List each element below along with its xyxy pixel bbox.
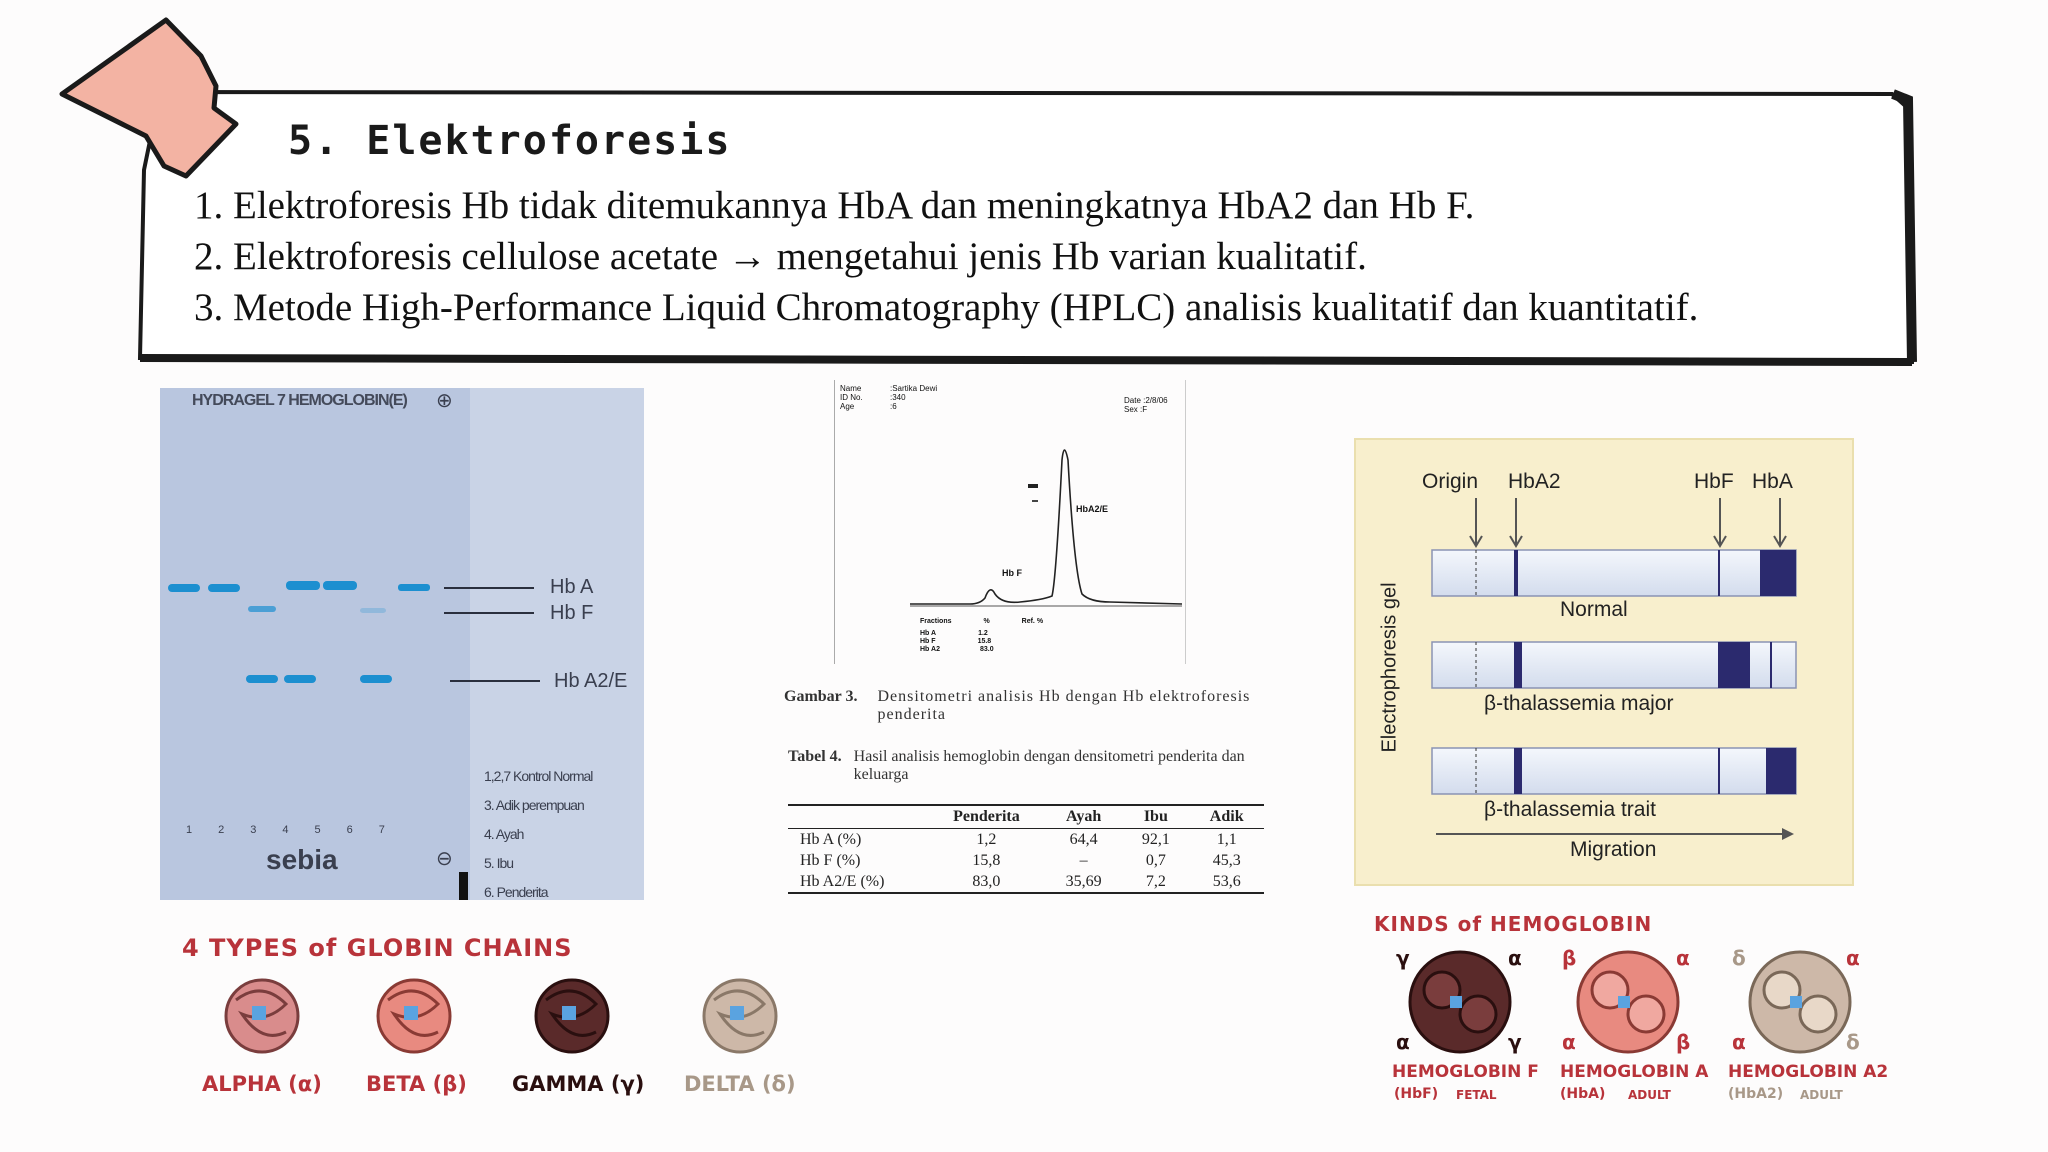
hba-chain-label: β — [1676, 1030, 1691, 1054]
label-hbf: HbF — [1694, 470, 1734, 493]
info-value: :6 — [890, 402, 897, 411]
delta-chain-icon — [704, 980, 776, 1052]
info-date: Date :2/8/06 — [1124, 396, 1168, 405]
globin-chain-illustrations — [0, 960, 860, 1080]
fraction-col: Ref. % — [1021, 618, 1044, 625]
table-row — [788, 871, 1264, 893]
hemoglobin-a-icon — [1578, 952, 1678, 1052]
hemoglobin-table — [788, 804, 1264, 894]
figure-caption — [784, 688, 1264, 724]
table-caption-text: Hasil analisis hemoglobin dengan densitometri penderita dan keluarga — [853, 748, 1245, 783]
hemoglobin-a2-icon — [1750, 952, 1850, 1052]
cell: – — [1079, 852, 1088, 869]
globin-title: 4 TYPES of GLOBIN CHAINS — [182, 934, 573, 962]
hbf-chain-label: γ — [1396, 946, 1410, 970]
fraction-name: Hb A2 — [920, 646, 940, 653]
chain-label-beta: BETA (β) — [366, 1072, 467, 1096]
cell: 35,69 — [1065, 873, 1102, 890]
alpha-chain-icon — [226, 980, 298, 1052]
lane-number: 1 — [186, 824, 193, 836]
fraction-header — [920, 618, 1043, 625]
figure-caption-text: Densitometri analisis Hb dengan Hb elektroforesis penderita — [877, 688, 1251, 723]
x-axis-label: Migration — [1570, 838, 1657, 861]
cell: Hb F (%) — [800, 852, 861, 869]
fraction-rows — [920, 630, 994, 654]
gel-electrophoresis-photo — [160, 388, 644, 900]
hemoglobin-a-note: ADULT — [1628, 1088, 1671, 1102]
legend-line: 3. Adik perempuan — [484, 797, 584, 813]
beta-chain-icon — [378, 980, 450, 1052]
minus-sign: ⊖ — [436, 848, 453, 870]
lane-number: 3 — [250, 824, 257, 836]
info-label: Age — [840, 402, 855, 411]
hba-chain-label: α — [1562, 1030, 1576, 1054]
densitometry-figure — [780, 380, 1280, 920]
label-hba: HbA — [1752, 470, 1793, 493]
cell: 53,6 — [1212, 873, 1241, 890]
hba-chain-label: β — [1562, 946, 1577, 970]
hemoglobin-a-abbr: (HbA) — [1560, 1086, 1606, 1102]
hemoglobin-a2-note: ADULT — [1800, 1088, 1843, 1102]
cell: 45,3 — [1212, 852, 1241, 869]
table-caption-label: Tabel 4. — [788, 748, 842, 765]
sebia-logo: sebia — [266, 844, 338, 875]
cell: 0,7 — [1145, 852, 1166, 869]
lane-numbers — [186, 824, 385, 836]
figure-caption-label: Gambar 3. — [784, 688, 858, 705]
gel-title: HYDRAGEL 7 HEMOGLOBIN(E) — [192, 392, 407, 409]
cell: Hb A (%) — [800, 831, 862, 848]
info-value: :340 — [890, 393, 906, 402]
band-label-hbf: Hb F — [550, 602, 594, 624]
hba2-chain-label: δ — [1846, 1030, 1860, 1054]
legend-line: 1,2,7 Kontrol Normal — [484, 768, 593, 784]
legend-line: 5. Ibu — [484, 855, 514, 871]
hba-chain-label: α — [1676, 946, 1690, 970]
hemoglobin-f-abbr: (HbF) — [1394, 1086, 1439, 1102]
hemoglobin-a2-abbr: (HbA2) — [1728, 1086, 1784, 1102]
table-row — [788, 829, 1264, 851]
fraction-value: 1.2 — [978, 630, 988, 637]
hemoglobin-a2-name: HEMOGLOBIN A2 — [1728, 1062, 1889, 1082]
hemoglobin-f-icon — [1410, 952, 1510, 1052]
lane-number: 6 — [346, 824, 353, 836]
info-sex: Sex :F — [1124, 405, 1148, 414]
col-header: Adik — [1209, 808, 1244, 825]
fraction-name: Hb A — [920, 630, 937, 637]
info-label: Name — [840, 384, 862, 393]
lane-number: 5 — [314, 824, 321, 836]
kinds-title: KINDS of HEMOGLOBIN — [1374, 912, 1653, 936]
cell: Hb A2/E (%) — [800, 873, 885, 890]
hbf-chain-label: α — [1396, 1030, 1410, 1054]
densitogram-curve — [780, 380, 1280, 670]
col-header: Ayah — [1065, 808, 1102, 825]
electrophoresis-diagram — [1354, 438, 1854, 886]
hba2-chain-label: δ — [1732, 946, 1746, 970]
fraction-value: 83.0 — [979, 646, 994, 653]
table-caption — [788, 748, 1268, 784]
bullet-3: 3. Metode High-Performance Liquid Chromatography (HPLC) analisis kualitatif dan kuantitatif. — [194, 286, 1699, 329]
hemoglobin-illustrations — [1380, 940, 1900, 1070]
cell: 83,0 — [972, 873, 1001, 890]
bullet-2: 2. Elektroforesis cellulose acetate → mengetahui jenis Hb varian kualitatif. — [194, 235, 1367, 278]
row-label-normal: Normal — [1560, 598, 1628, 621]
cell: 15,8 — [972, 852, 1001, 869]
label-hba2: HbA2 — [1508, 470, 1561, 493]
fraction-col: % — [983, 618, 990, 625]
row-label-major: β-thalassemia major — [1484, 692, 1674, 715]
section-title: 5. Elektroforesis — [288, 118, 732, 164]
y-axis-label: Electrophoresis gel — [1378, 582, 1401, 753]
chain-label-gamma: GAMMA (γ) — [512, 1072, 645, 1096]
col-header: Ibu — [1143, 808, 1168, 825]
info-value: :Sartika Dewi — [890, 384, 938, 393]
band-label-hba: Hb A — [550, 576, 594, 598]
lane-number: 2 — [218, 824, 225, 836]
fraction-col: Fractions — [920, 618, 952, 625]
header-bullet-list — [194, 180, 1914, 333]
hbf-chain-label: α — [1508, 946, 1522, 970]
table-row — [788, 850, 1264, 871]
hemoglobin-f-note: FETAL — [1456, 1088, 1497, 1102]
label-origin: Origin — [1422, 470, 1479, 493]
fraction-name: Hb F — [920, 638, 936, 645]
hemoglobin-a-name: HEMOGLOBIN A — [1560, 1062, 1709, 1082]
legend-line: 6. Penderita — [484, 884, 548, 900]
row-label-trait: β-thalassemia trait — [1484, 798, 1656, 821]
gel-legend — [484, 762, 592, 900]
peak-label-hbf: Hb F — [1002, 568, 1022, 578]
info-label: ID No. — [840, 393, 863, 402]
col-header — [788, 805, 928, 829]
band-label-hba2e: Hb A2/E — [554, 670, 628, 692]
cell: 1,1 — [1216, 831, 1237, 848]
cell: 1,2 — [976, 831, 997, 848]
cell: 7,2 — [1145, 873, 1166, 890]
lane-number: 7 — [378, 824, 385, 836]
hemoglobin-f-name: HEMOGLOBIN F — [1392, 1062, 1539, 1082]
hba2-chain-label: α — [1732, 1030, 1746, 1054]
cell: 92,1 — [1141, 831, 1170, 848]
legend-line: 4. Ayah — [484, 826, 524, 842]
hbf-chain-label: γ — [1508, 1030, 1522, 1054]
fraction-value: 15.8 — [977, 638, 992, 645]
hba2-chain-label: α — [1846, 946, 1860, 970]
gamma-chain-icon — [536, 980, 608, 1052]
chain-label-delta: DELTA (δ) — [684, 1072, 796, 1096]
lane-number: 4 — [282, 824, 289, 836]
col-header: Penderita — [953, 808, 1020, 825]
cell: 64,4 — [1069, 831, 1098, 848]
chain-label-alpha: ALPHA (α) — [202, 1072, 322, 1096]
peak-label-hba2e: HbA2/E — [1076, 504, 1109, 514]
bullet-1: 1. Elektroforesis Hb tidak ditemukannya HbA dan meningkatnya HbA2 dan Hb F. — [194, 184, 1475, 227]
corner-ribbon — [56, 16, 246, 186]
plus-sign: ⊕ — [436, 390, 453, 412]
